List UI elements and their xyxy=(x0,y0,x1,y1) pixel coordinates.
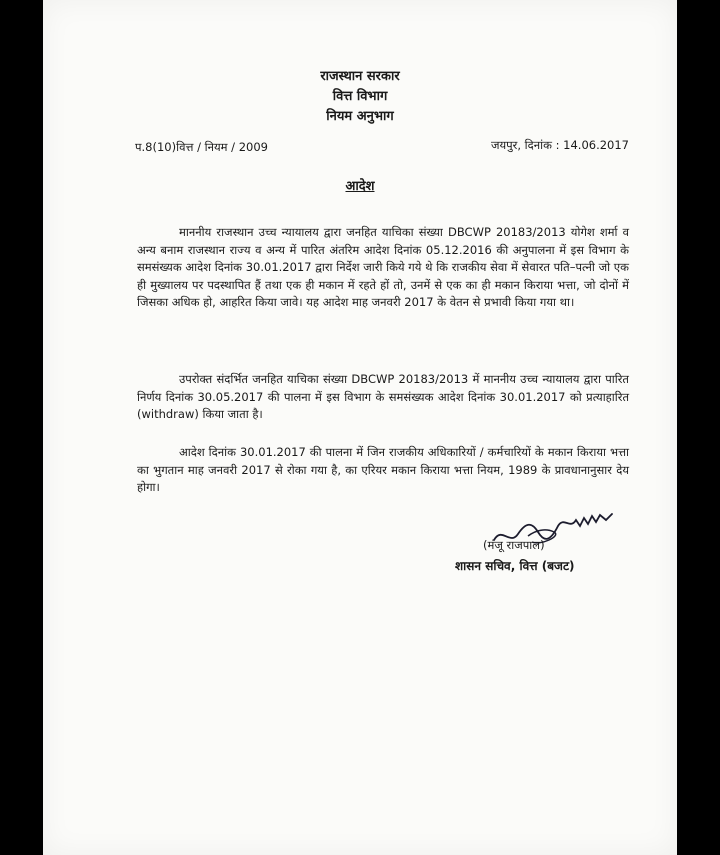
header-department: वित्त विभाग xyxy=(332,89,388,104)
order-title: आदेश xyxy=(345,179,375,194)
signatory-name: (मंजू राजपाल) xyxy=(483,538,545,552)
header-government: राजस्थान सरकार xyxy=(320,69,400,84)
paragraph-1: माननीय राजस्थान उच्च न्यायालय द्वारा जनहित याचिका संख्या DBCWP 20183/2013 योगेश शर्मा व अन्य बनाम राजस्थान राज्य व अन्य में पारित अंतरिम आदेश दिनांक 05.12.2016 की अनुपालना में इस विभाग के समसंख्यक आदेश दिनांक 30.01.2017 द्वारा निर्देश जारी किये गये थे कि राजकीय सेवा में सेवारत पति–पत्नी जो एक ही मुख्यालय पर पदस्थापित हैं तथा एक ही मकान में रहते हों तो, उनमें से एक का ही मकान किराया भत्ता, जो दोनों में जिसका अधिक हो, आहरित किया जावे। यह आदेश माह जनवरी 2017 के वेतन से प्रभावी किया गया था। xyxy=(137,225,629,309)
reference-number: प.8(10)वित्त / नियम / 2009 xyxy=(135,140,268,154)
header-section: नियम अनुभाग xyxy=(326,109,394,124)
document-page xyxy=(43,0,677,855)
paragraph-2: उपरोक्त संदर्भित जनहित याचिका संख्या DBCWP 20183/2013 में माननीय उच्च न्यायालय द्वारा पारित निर्णय दिनांक 30.05.2017 की पालना में इस विभाग के समसंख्यक आदेश दिनांक 30.01.2017 को प्रत्याहारित (withdraw) किया जाता है। xyxy=(137,372,629,421)
paragraph-3: आदेश दिनांक 30.01.2017 की पालना में जिन राजकीय अधिकारियों / कर्मचारियों के मकान किराया भत्ता का भुगतान माह जनवरी 2017 से रोका गया है, का एरियर मकान किराया भत्ता नियम, 1989 के प्रावधानानुसार देय होगा। xyxy=(137,445,629,494)
place-date: जयपुर, दिनांक : 14.06.2017 xyxy=(490,138,629,152)
signatory-designation: शासन सचिव, वित्त (बजट) xyxy=(455,559,575,573)
